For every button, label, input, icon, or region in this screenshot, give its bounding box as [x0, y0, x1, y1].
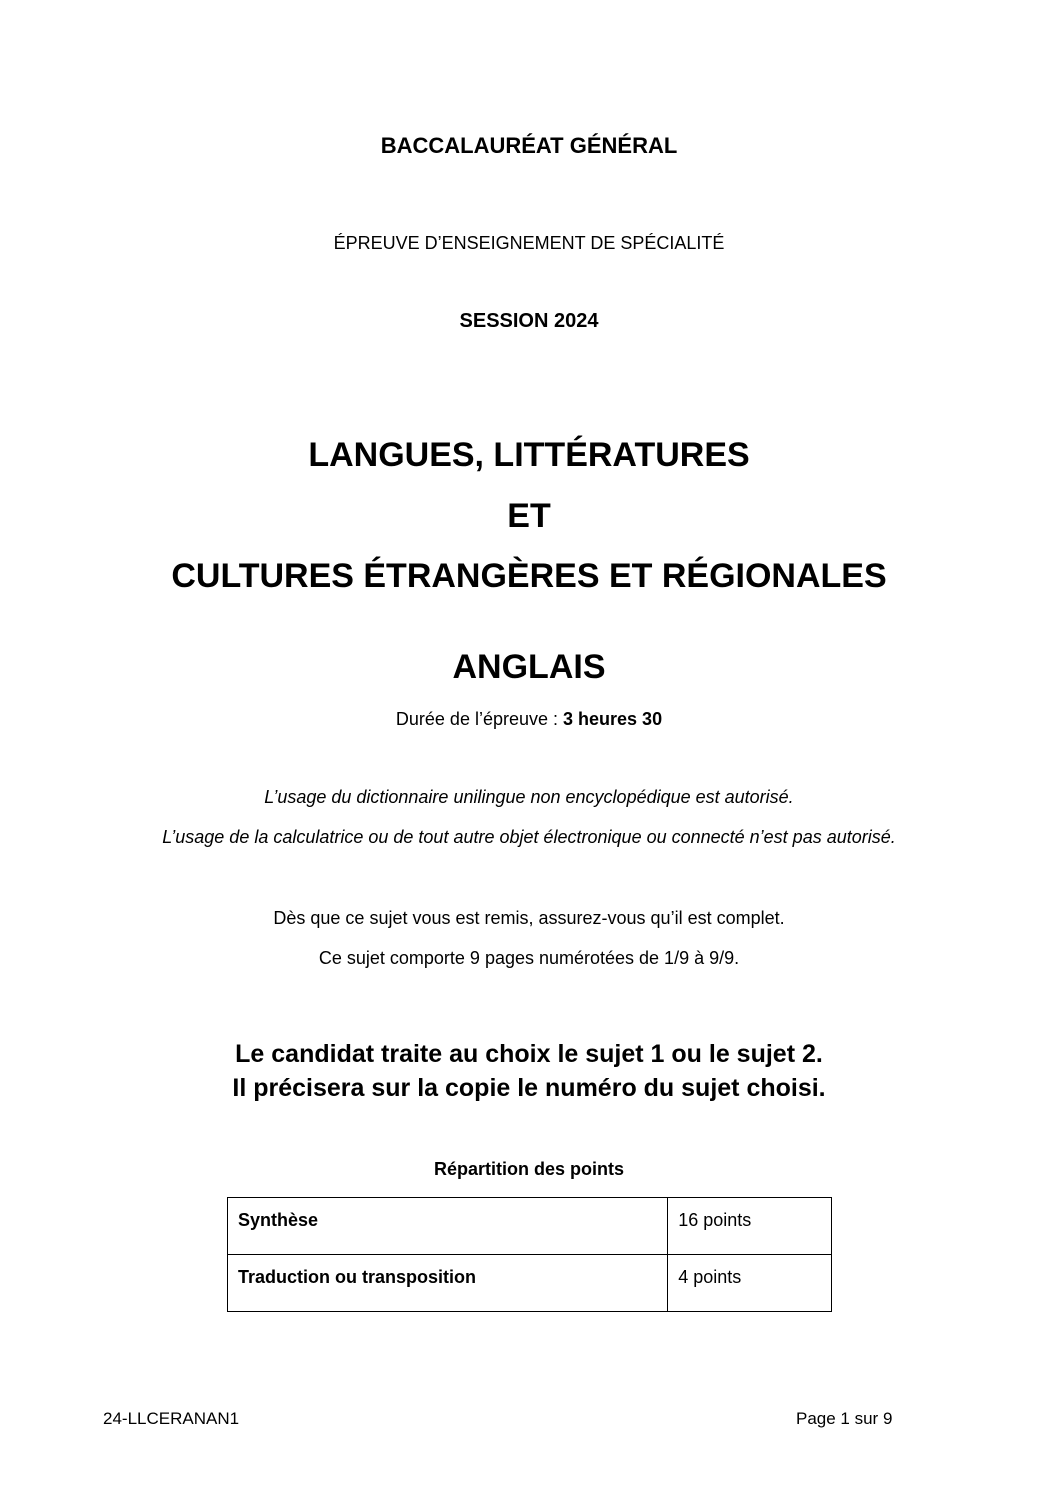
table-row: [228, 1255, 832, 1312]
duration-value: 3 heures 30: [563, 709, 663, 729]
page-count-note: Ce sujet comporte 9 pages numérotées de 1/9 à 9/9.: [318, 948, 740, 968]
points-row-label: Traduction ou transposition: [228, 1255, 668, 1312]
points-row-value: 16 points: [668, 1198, 832, 1255]
points-table: [227, 1197, 832, 1312]
language-title: ANGLAIS: [452, 648, 606, 686]
points-row-label: Synthèse: [228, 1198, 668, 1255]
subject-title-line-1: LANGUES, LITTÉRATURES: [308, 436, 750, 474]
table-row: [228, 1198, 832, 1255]
exam-kind-subtitle: ÉPREUVE D’ENSEIGNEMENT DE SPÉCIALITÉ: [333, 233, 725, 253]
dictionary-rule: L’usage du dictionnaire unilingue non encyclopédique est autorisé.: [264, 787, 794, 807]
footer-exam-code: 24-LLCERANAN1: [103, 1409, 240, 1428]
points-row-value: 4 points: [668, 1255, 832, 1312]
footer-page-number: Page 1 sur 9: [796, 1409, 893, 1428]
completeness-note: Dès que ce sujet vous est remis, assurez-vous qu’il est complet.: [273, 908, 785, 928]
exam-type-title: BACCALAURÉAT GÉNÉRAL: [380, 133, 678, 158]
calculator-rule: L’usage de la calculatrice ou de tout autre objet électronique ou connecté n’est pas autorisé.: [162, 827, 896, 847]
choice-instruction: Le candidat traite au choix le sujet 1 ou le sujet 2.: [235, 1040, 823, 1068]
copy-instruction: Il précisera sur la copie le numéro du sujet choisi.: [232, 1074, 826, 1102]
points-table-title: Répartition des points: [433, 1159, 624, 1179]
duration-line: [0, 709, 1058, 730]
duration-label: Durée de l’épreuve :: [395, 709, 564, 729]
session-label: SESSION 2024: [459, 310, 599, 332]
subject-title-line-3: CULTURES ÉTRANGÈRES ET RÉGIONALES: [171, 557, 887, 595]
subject-title-line-2: ET: [507, 497, 551, 535]
